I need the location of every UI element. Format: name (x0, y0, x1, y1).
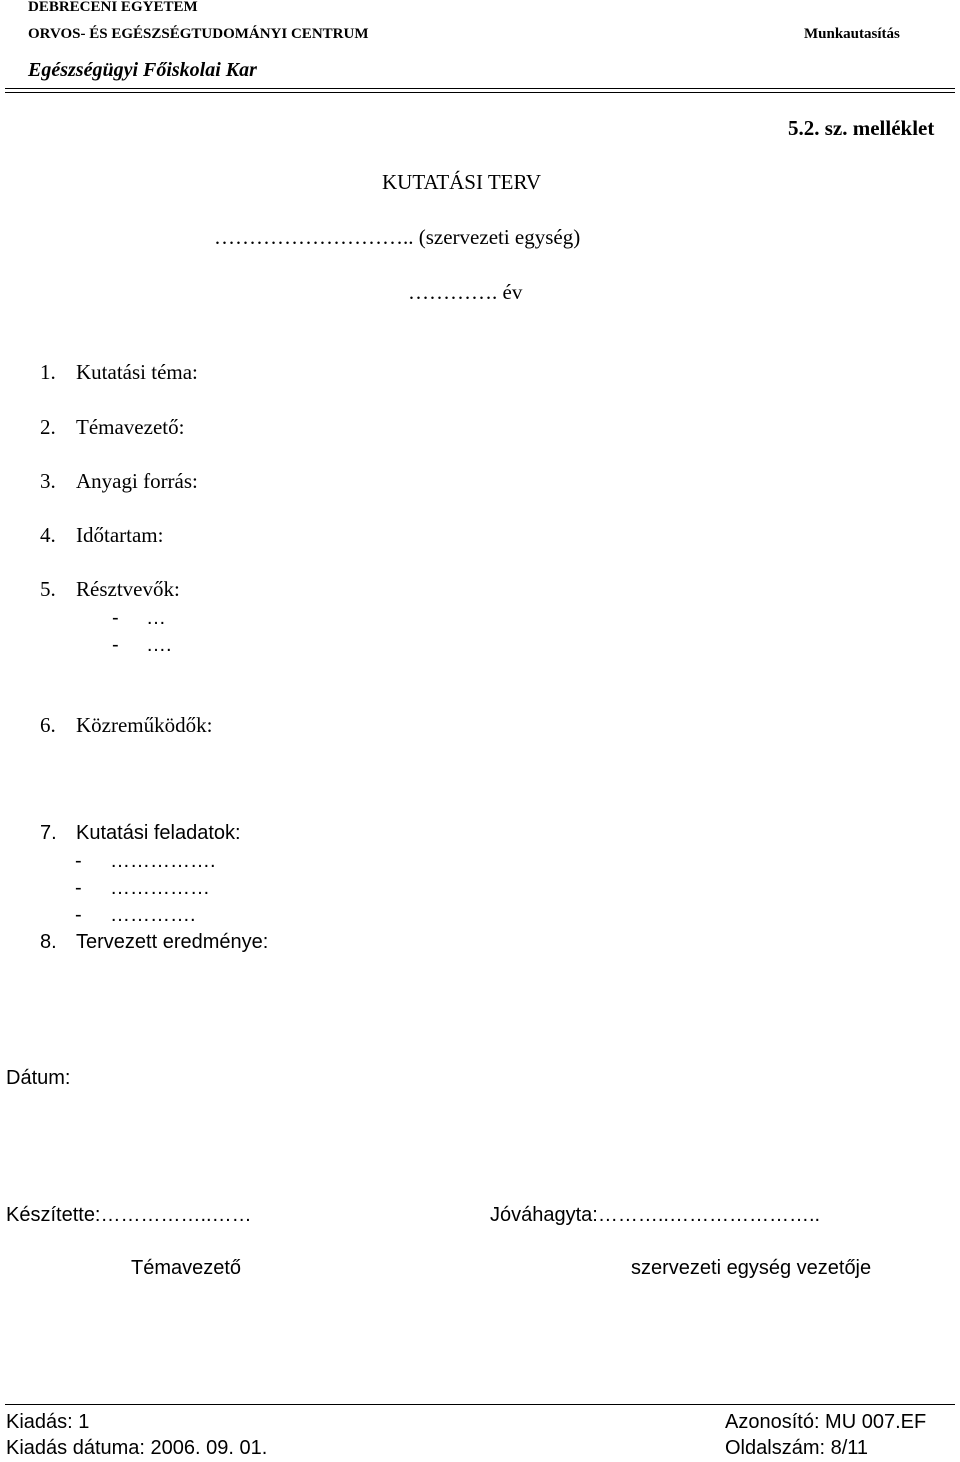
item-number: 6. (40, 713, 56, 737)
item-label: Anyagi forrás: (76, 469, 198, 493)
item-funding-source (40, 469, 440, 495)
task-dash: - (75, 850, 82, 872)
item-contributors (40, 713, 440, 739)
header-rule-top (5, 88, 955, 89)
participant-dash: - (112, 607, 119, 629)
item-project-leader (40, 415, 440, 441)
prepared-by-line: Készítette:……………..…… (6, 1204, 252, 1226)
organizational-unit-line: ……………………….. (szervezeti egység) (214, 225, 581, 249)
institution-name: DEBRECENI EGYETEM (28, 0, 198, 15)
date-label: Dátum: (6, 1067, 71, 1089)
item-label: Témavezető: (76, 415, 185, 439)
item-number: 2. (40, 415, 56, 439)
item-research-tasks (40, 822, 440, 848)
task-placeholder: ……………. (110, 850, 216, 872)
item-number: 5. (40, 577, 56, 601)
participant-dash: - (112, 634, 119, 656)
item-number: 4. (40, 523, 56, 547)
faculty-name: Egészségügyi Főiskolai Kar (28, 59, 257, 81)
item-label: Tervezett eredménye: (76, 931, 269, 953)
participant-placeholder: … (146, 607, 166, 629)
footer-page-number: Oldalszám: 8/11 (725, 1437, 869, 1459)
task-placeholder: …………. (110, 904, 196, 926)
item-research-topic (40, 360, 440, 386)
item-duration (40, 523, 440, 549)
footer-issue: Kiadás: 1 (6, 1411, 90, 1433)
document-type: Munkautasítás (804, 26, 900, 42)
center-name: ORVOS- ÉS EGÉSZSÉGTUDOMÁNYI CENTRUM (28, 26, 369, 42)
document-title: KUTATÁSI TERV (382, 170, 541, 194)
approved-by-role: szervezeti egység vezetője (631, 1257, 872, 1279)
item-participants (40, 577, 440, 603)
item-number: 1. (40, 360, 56, 384)
header-rule-bottom (5, 92, 955, 93)
item-expected-outcome (40, 931, 440, 957)
item-number: 7. (40, 822, 57, 844)
year-line: …………. év (408, 280, 523, 304)
task-dash: - (75, 877, 82, 899)
approved-by-line: Jóváhagyta:………..………………….. (490, 1204, 821, 1226)
task-dash: - (75, 904, 82, 926)
participant-placeholder: …. (146, 634, 172, 656)
item-label: Kutatási feladatok: (76, 822, 241, 844)
footer-issue-date: Kiadás dátuma: 2006. 09. 01. (6, 1437, 268, 1459)
item-number: 8. (40, 931, 57, 953)
prepared-by-role: Témavezető (131, 1257, 242, 1279)
footer-identifier: Azonosító: MU 007.EF (725, 1411, 927, 1433)
task-placeholder: …………… (110, 877, 210, 899)
item-number: 3. (40, 469, 56, 493)
item-label: Résztvevők: (76, 577, 180, 601)
item-label: Közreműködők: (76, 713, 213, 737)
item-label: Kutatási téma: (76, 360, 198, 384)
footer-rule (5, 1404, 955, 1405)
item-label: Időtartam: (76, 523, 164, 547)
annex-label: 5.2. sz. melléklet (788, 116, 935, 140)
